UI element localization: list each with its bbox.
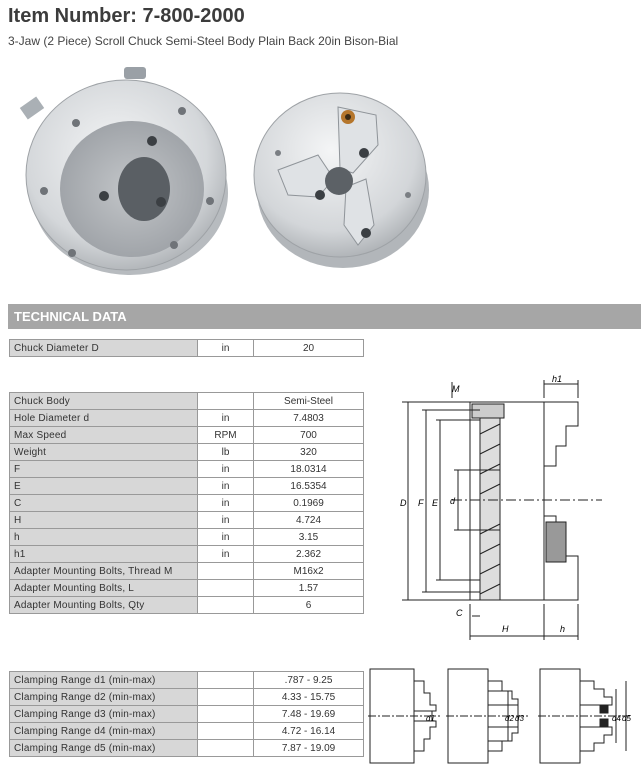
cell-value: 1.57: [254, 580, 364, 597]
cell-value: 2.362: [254, 546, 364, 563]
cell-unit: in: [198, 340, 254, 357]
table-row: [10, 427, 364, 444]
label-M: M: [452, 384, 460, 394]
label-d2: d2: [505, 714, 514, 723]
label-d1: d1: [426, 714, 435, 723]
cell-unit: [198, 597, 254, 614]
cell-value: Semi-Steel: [254, 393, 364, 410]
table-row: [10, 478, 364, 495]
label-F: F: [418, 498, 424, 508]
cell-unit: [198, 393, 254, 410]
label-d3: d3: [515, 714, 524, 723]
cell-unit: [198, 689, 254, 706]
specifications-table: [9, 392, 364, 614]
cell-label: Clamping Range d4 (min-max): [10, 723, 198, 740]
cell-value: 700: [254, 427, 364, 444]
label-d4: d4: [612, 714, 621, 723]
label-H: H: [502, 624, 509, 634]
cell-label: Clamping Range d2 (min-max): [10, 689, 198, 706]
cell-unit: RPM: [198, 427, 254, 444]
cell-label: Max Speed: [10, 427, 198, 444]
chuck-diameter-table: [9, 339, 364, 357]
table-row: [10, 461, 364, 478]
cell-value: 18.0314: [254, 461, 364, 478]
cell-label: Adapter Mounting Bolts, Qty: [10, 597, 198, 614]
cell-value: 20: [254, 340, 364, 357]
table-row: [10, 393, 364, 410]
table-row: [10, 597, 364, 614]
table-row: [10, 563, 364, 580]
cell-value: 7.4803: [254, 410, 364, 427]
cell-value: 7.87 - 19.09: [254, 740, 364, 757]
label-D: D: [400, 498, 407, 508]
cell-label: Hole Diameter d: [10, 410, 198, 427]
cell-label: Weight: [10, 444, 198, 461]
table-row: [10, 546, 364, 563]
table-row: [10, 580, 364, 597]
table-row: [10, 410, 364, 427]
cell-label: Chuck Body: [10, 393, 198, 410]
table-row: [10, 723, 364, 740]
cell-value: M16x2: [254, 563, 364, 580]
clamping-range-table: [9, 671, 364, 757]
cell-unit: in: [198, 529, 254, 546]
cell-unit: [198, 706, 254, 723]
table-row: [10, 512, 364, 529]
cell-value: 3.15: [254, 529, 364, 546]
cell-unit: in: [198, 410, 254, 427]
table-row: [10, 706, 364, 723]
cell-label: Adapter Mounting Bolts, L: [10, 580, 198, 597]
cell-label: Adapter Mounting Bolts, Thread M: [10, 563, 198, 580]
product-description: 3-Jaw (2 Piece) Scroll Chuck Semi-Steel Body Plain Back 20in Bison-Bial: [8, 34, 399, 48]
cell-label: Clamping Range d3 (min-max): [10, 706, 198, 723]
cell-value: 4.33 - 15.75: [254, 689, 364, 706]
cell-label: h1: [10, 546, 198, 563]
table-row: [10, 740, 364, 757]
chuck-back-photo: [14, 63, 232, 281]
label-h: h: [560, 624, 566, 634]
label-C: C: [456, 608, 463, 618]
cell-value: 4.724: [254, 512, 364, 529]
technical-data-header: TECHNICAL DATA: [8, 304, 641, 329]
label-E: E: [432, 498, 439, 508]
cell-unit: [198, 672, 254, 689]
chuck-front-photo: [248, 75, 443, 273]
cell-label: C: [10, 495, 198, 512]
cell-value: 6: [254, 597, 364, 614]
cell-label: h: [10, 529, 198, 546]
cell-unit: in: [198, 478, 254, 495]
cell-label: Clamping Range d1 (min-max): [10, 672, 198, 689]
table-row: [10, 340, 364, 357]
cell-unit: in: [198, 495, 254, 512]
table-row: [10, 689, 364, 706]
label-h1: h1: [552, 374, 563, 384]
cell-value: 16.5354: [254, 478, 364, 495]
chuck-section-drawing: [392, 374, 637, 644]
cell-value: 320: [254, 444, 364, 461]
cell-unit: in: [198, 512, 254, 529]
cell-value: .787 - 9.25: [254, 672, 364, 689]
cell-label: Clamping Range d5 (min-max): [10, 740, 198, 757]
table-row: [10, 495, 364, 512]
clamping-range-drawings: [368, 665, 638, 768]
cell-value: 7.48 - 19.69: [254, 706, 364, 723]
cell-unit: [198, 723, 254, 740]
cell-unit: in: [198, 461, 254, 478]
cell-label: H: [10, 512, 198, 529]
cell-unit: lb: [198, 444, 254, 461]
label-d5: d5: [622, 714, 631, 723]
cell-unit: [198, 563, 254, 580]
cell-unit: in: [198, 546, 254, 563]
cell-unit: [198, 740, 254, 757]
cell-value: 4.72 - 16.14: [254, 723, 364, 740]
item-number-title: Item Number: 7-800-2000: [8, 5, 245, 27]
table-row: [10, 672, 364, 689]
cell-value: 0.1969: [254, 495, 364, 512]
cell-unit: [198, 580, 254, 597]
cell-label: E: [10, 478, 198, 495]
table-row: [10, 529, 364, 546]
label-d: d: [450, 496, 456, 506]
cell-label: Chuck Diameter D: [10, 340, 198, 357]
table-row: [10, 444, 364, 461]
cell-label: F: [10, 461, 198, 478]
